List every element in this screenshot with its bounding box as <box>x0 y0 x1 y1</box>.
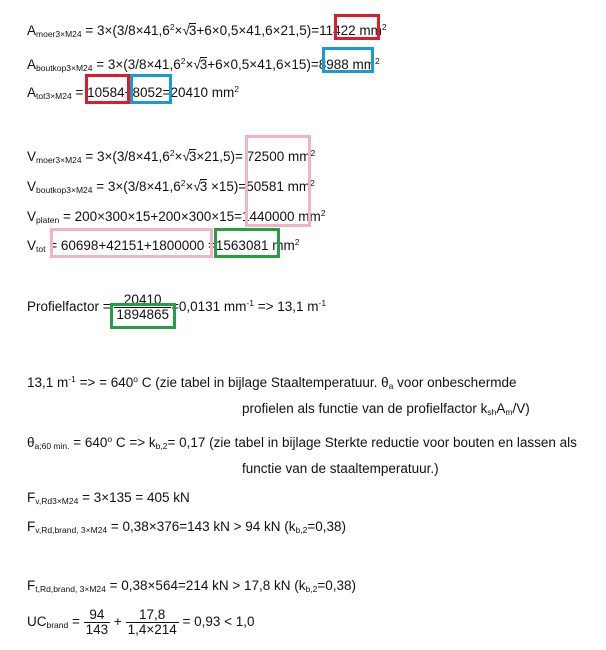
formula-text: profielen als functie van de profielfactor k <box>242 401 488 416</box>
superscript: 2 <box>234 84 239 94</box>
superscript: 2 <box>310 148 316 158</box>
label: Profielfactor = <box>27 299 115 315</box>
formula-text: => = 640 <box>75 375 134 390</box>
sqrt-icon: √ <box>193 179 201 194</box>
denominator: 1,4×214 <box>127 622 177 637</box>
formula-text: = 3×(3/8×41,6 <box>81 23 170 38</box>
formula-text: 13,1 m <box>27 375 69 390</box>
symbol: V <box>27 209 37 224</box>
unit: mm <box>348 57 376 72</box>
denominator: 1894865 <box>116 307 169 322</box>
symbol: F <box>27 519 36 534</box>
formula-text: +6×0,5×41,6×21,5)= <box>196 23 320 38</box>
result-value: 1563081 <box>215 238 269 253</box>
highlight-blue-box <box>130 74 172 104</box>
superscript: 2 <box>169 148 175 158</box>
formula-text: × <box>185 57 194 72</box>
symbol: V <box>27 179 37 194</box>
superscript: o <box>107 434 113 444</box>
fv-rd-line <box>27 490 190 509</box>
symbol: V <box>27 149 37 164</box>
superscript: 2 <box>180 178 186 188</box>
sqrt-icon: √ <box>182 149 190 164</box>
symbol: A <box>27 23 37 38</box>
result-value: 11422 <box>319 23 356 38</box>
sqrt-icon: √ <box>193 57 201 72</box>
superscript: 2 <box>320 208 326 218</box>
formula-text: = 0,38×564=214 kN > 17,8 kN (k <box>105 578 306 593</box>
temperature-line <box>27 371 516 394</box>
formula-text: θ <box>27 435 35 450</box>
superscript: o <box>133 374 139 384</box>
highlight-green-box <box>110 303 176 329</box>
subscript: moer3×M24 <box>36 155 82 165</box>
formula-text: = <box>204 238 216 253</box>
superscript: 2 <box>381 22 387 32</box>
symbol: F <box>27 490 36 505</box>
fraction <box>126 608 179 637</box>
profielfactor-line <box>27 293 326 322</box>
value-2: 8052 <box>132 85 163 100</box>
formula-text: =0,38) <box>307 519 347 534</box>
superscript: 2 <box>294 237 300 247</box>
subscript: a;60 min. <box>34 441 70 451</box>
subscript: platen <box>36 215 60 225</box>
formula-text: = 3×(3/8×41,6 <box>81 149 170 164</box>
formula-text: = 3×135 = 405 kN <box>78 490 190 505</box>
superscript: 2 <box>310 178 315 188</box>
subscript: b,2 <box>155 441 168 451</box>
formula-text: C (zie tabel in bijlage Staaltemperatuur. θ <box>138 375 389 390</box>
symbol: A <box>27 85 37 100</box>
formula-text: functie van de staaltemperatuur.) <box>242 461 439 476</box>
formula-text: = 0,38×376=143 kN > 94 kN (k <box>107 519 296 534</box>
formula-text: × <box>174 23 183 38</box>
formula-text: C => k <box>112 435 156 450</box>
result-value: 8988 <box>318 57 349 72</box>
subscript: b,2 <box>305 584 318 594</box>
superscript: 2 <box>375 56 380 66</box>
unit: mm <box>355 23 382 38</box>
numerator: 94 <box>84 608 111 623</box>
numerator: 17,8 <box>126 608 179 623</box>
formula-text: = 200×300×15+200×300×15=1440000 mm <box>59 209 321 224</box>
denominator: 143 <box>85 622 109 637</box>
highlight-red-box <box>334 14 380 40</box>
subscript: b,2 <box>295 525 308 535</box>
formula-text: ×15)=50581 mm <box>207 179 311 194</box>
sqrt-icon: √ <box>182 23 190 38</box>
subscript: moer3×M24 <box>36 29 82 39</box>
temperature-line-cont <box>242 401 530 420</box>
formula-text: = 3×(3/8×41,6 <box>92 179 181 194</box>
subscript: tot3×M24 <box>36 91 72 101</box>
symbol: UC <box>27 614 47 630</box>
numerator: 20410 <box>114 293 171 308</box>
highlight-green-box <box>214 228 280 258</box>
formula-text: = 640 <box>69 435 108 450</box>
formula-text: = 3×(3/8×41,6 <box>92 57 181 72</box>
superscript: -1 <box>318 298 327 309</box>
formula-text: +6×0,5×41,6×15)= <box>207 57 319 72</box>
sum-expression: 60698+42151+1800000 <box>60 238 205 253</box>
subscript: brand <box>46 620 69 631</box>
formula-text: = 0,93 < 1,0 <box>178 614 255 630</box>
highlight-pink-box <box>245 135 311 227</box>
formula-text: voor onbeschermde <box>393 375 517 390</box>
highlight-pink-box <box>50 228 213 258</box>
highlight-red-box <box>85 74 130 104</box>
formula-text: =0,38) <box>317 578 357 593</box>
ft-rd-brand-line <box>27 578 356 597</box>
a-moer-line <box>27 19 387 42</box>
formula-text: + <box>124 85 133 100</box>
symbol: V <box>27 238 37 253</box>
subscript: boutkop3×M24 <box>36 63 93 73</box>
superscript: 2 <box>169 22 175 32</box>
formula-text: = 0,17 (zie tabel in bijlage Sterkte reductie voor bouten en lassen als <box>167 435 577 450</box>
formula-text: =0,0131 mm <box>170 299 247 315</box>
radicand: 3 <box>199 179 208 194</box>
formula-text: A <box>496 401 506 416</box>
subscript: t,Rd,brand, 3×M24 <box>35 584 106 594</box>
subscript: a <box>388 381 394 391</box>
subscript: m <box>505 407 513 417</box>
formula-text: × <box>185 179 194 194</box>
fraction <box>84 608 111 637</box>
highlight-blue-box <box>322 47 374 73</box>
radicand: 3 <box>188 149 197 164</box>
radicand: 3 <box>188 23 197 38</box>
radicand: 3 <box>199 57 208 72</box>
formula-text: + <box>110 614 126 630</box>
superscript: 2 <box>180 56 186 66</box>
superscript: -1 <box>68 374 76 384</box>
fv-rd-brand-line <box>27 519 346 538</box>
superscript: -1 <box>246 298 254 309</box>
subscript: tot <box>36 244 46 254</box>
formula-text: = <box>71 85 88 100</box>
symbol: A <box>27 57 37 72</box>
reduction-line-cont <box>242 461 439 477</box>
subscript: boutkop3×M24 <box>36 185 93 195</box>
symbol: F <box>27 578 36 593</box>
reduction-line <box>27 431 577 454</box>
formula-text: = <box>68 614 84 630</box>
subscript: v,Rd3×M24 <box>35 496 79 506</box>
value-1: 10584 <box>87 85 125 100</box>
formula-text: = <box>45 238 61 253</box>
subscript: sh <box>487 407 497 417</box>
formula-text: × <box>174 149 183 164</box>
formula-text: =20410 mm <box>162 85 235 100</box>
subscript: v,Rd,brand, 3×M24 <box>35 525 108 535</box>
formula-text: /V) <box>512 401 530 416</box>
formula-text: => 13,1 m <box>253 299 319 315</box>
uc-brand-line <box>27 608 255 637</box>
formula-text: ×21,5)= 72500 mm <box>196 149 311 164</box>
unit: mm <box>268 238 295 253</box>
